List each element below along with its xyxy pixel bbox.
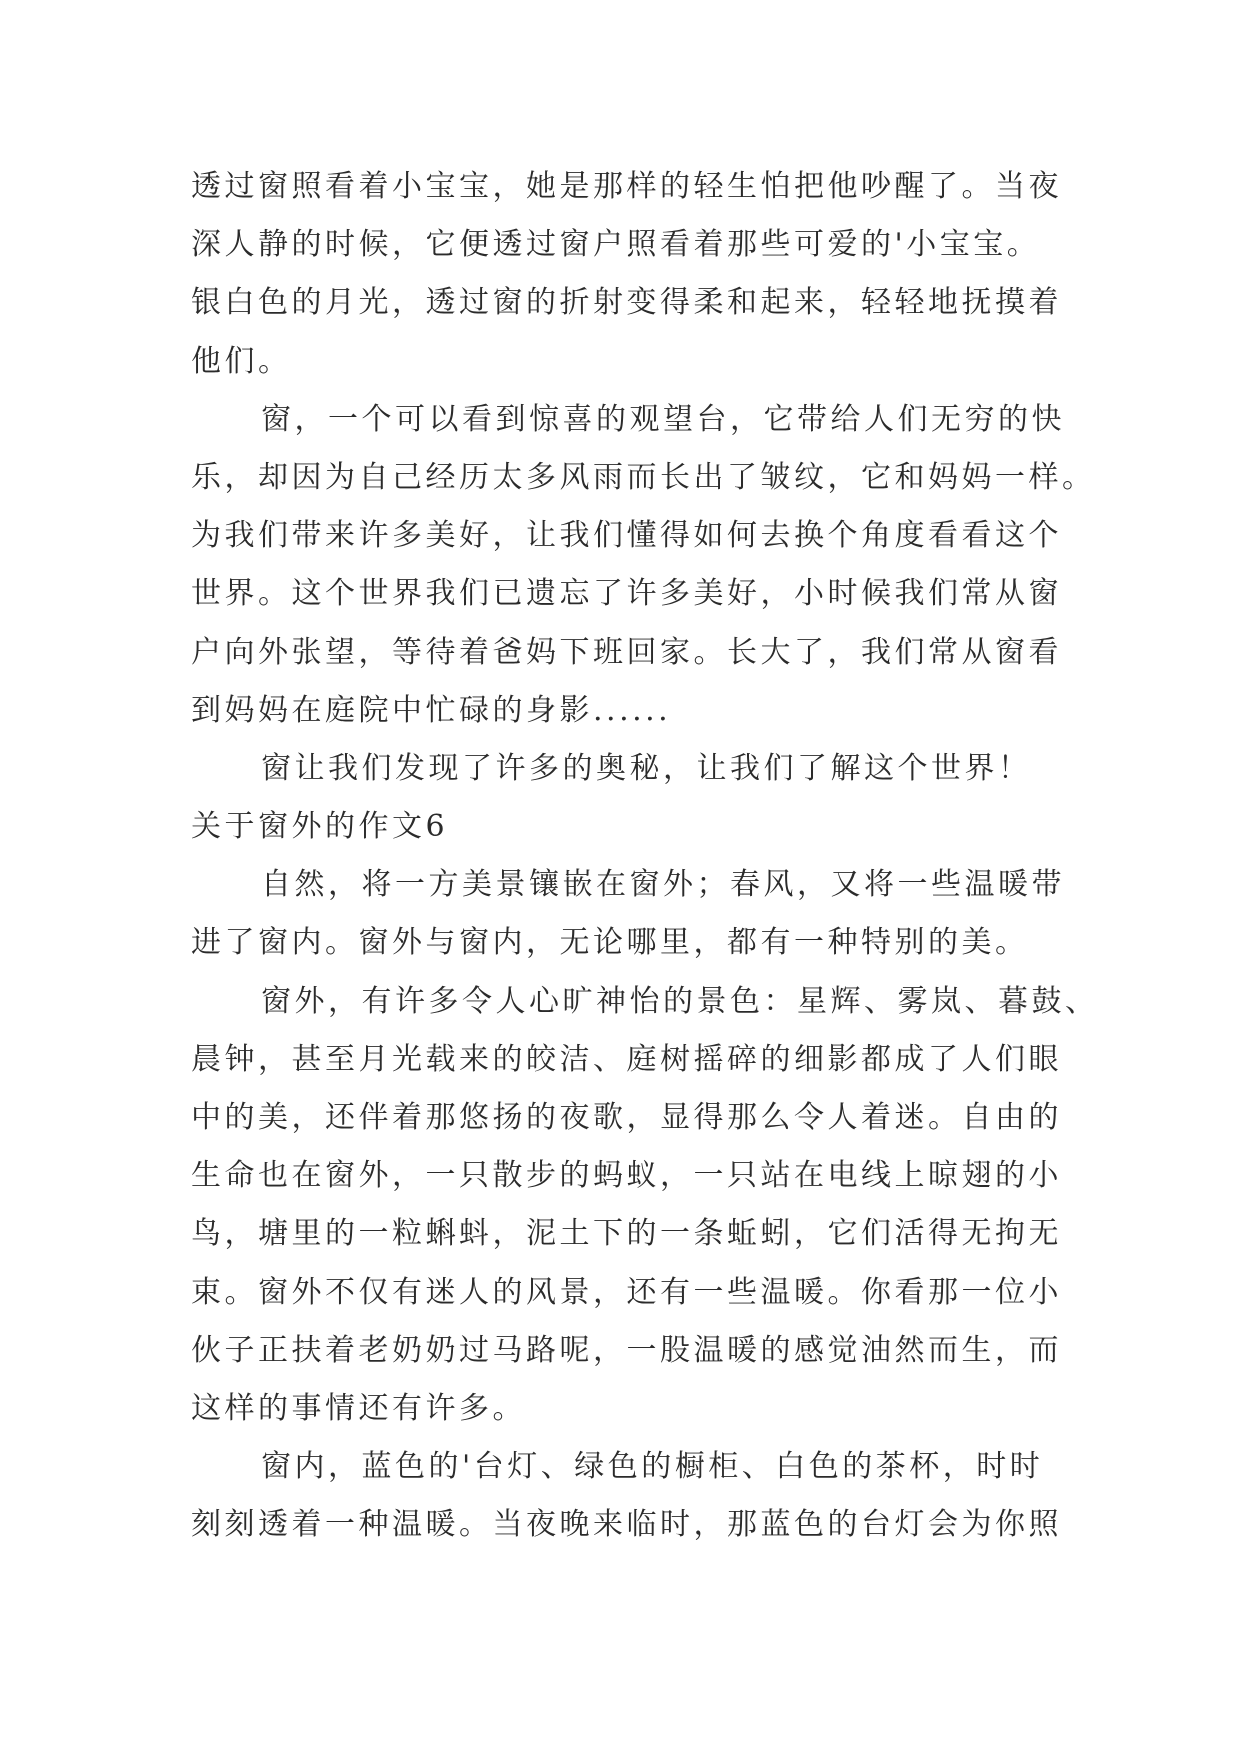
text-line: 晨钟，甚至月光载来的皎洁、庭树摇碎的细影都成了人们眼 <box>191 1041 1062 1077</box>
text-line: 他们。 <box>191 343 292 379</box>
text-line: 窗，一个可以看到惊喜的观望台，它带给人们无穷的快 <box>261 401 1065 437</box>
text-line: 刻刻透着一种温暖。当夜晚来临时，那蓝色的台灯会为你照 <box>191 1507 1062 1543</box>
text-line: 窗内，蓝色的'台灯、绿色的橱柜、白色的茶杯，时时 <box>261 1449 1044 1485</box>
document-body <box>191 158 1099 1555</box>
text-line: 自然，将一方美景镶嵌在窗外；春风，又将一些温暖带 <box>261 867 1065 903</box>
text-line: 伙子正扶着老奶奶过马路呢，一股温暖的感觉油然而生，而 <box>191 1332 1062 1368</box>
text-line: 生命也在窗外，一只散步的蚂蚁，一只站在电线上晾翅的小 <box>191 1158 1062 1194</box>
text-line: 进了窗内。窗外与窗内，无论哪里，都有一种特别的美。 <box>191 925 1029 961</box>
text-line: 窗外，有许多令人心旷神怡的景色：星辉、雾岚、暮鼓、 <box>261 983 1099 1019</box>
text-line: 世界。这个世界我们已遗忘了许多美好，小时候我们常从窗 <box>191 576 1062 612</box>
text-line: 这样的事情还有许多。 <box>191 1390 526 1426</box>
text-line: 透过窗照看着小宝宝，她是那样的轻生怕把他吵醒了。当夜 <box>191 169 1062 204</box>
text-line: 深人静的时候，它便透过窗户照看着那些可爱的'小宝宝。 <box>191 227 1041 263</box>
text-line: 到妈妈在庭院中忙碌的身影...... <box>191 692 672 728</box>
text-line: 鸟，塘里的一粒蝌蚪，泥土下的一条蚯蚓，它们活得无拘无 <box>191 1216 1062 1252</box>
section-heading: 关于窗外的作文6 <box>191 809 449 845</box>
text-line: 中的美，还伴着那悠扬的夜歌，显得那么令人着迷。自由的 <box>191 1100 1062 1135</box>
text-line: 窗让我们发现了许多的奥秘，让我们了解这个世界！ <box>261 750 1032 786</box>
text-line: 为我们带来许多美好，让我们懂得如何去换个角度看看这个 <box>191 518 1062 554</box>
text-line: 束。窗外不仅有迷人的风景，还有一些温暖。你看那一位小 <box>191 1274 1062 1310</box>
text-line: 银白色的月光，透过窗的折射变得柔和起来，轻轻地抚摸着 <box>191 285 1062 321</box>
text-line: 户向外张望，等待着爸妈下班回家。长大了，我们常从窗看 <box>191 634 1062 670</box>
text-line: 乐，却因为自己经历太多风雨而长出了皱纹，它和妈妈一样。 <box>191 459 1096 495</box>
